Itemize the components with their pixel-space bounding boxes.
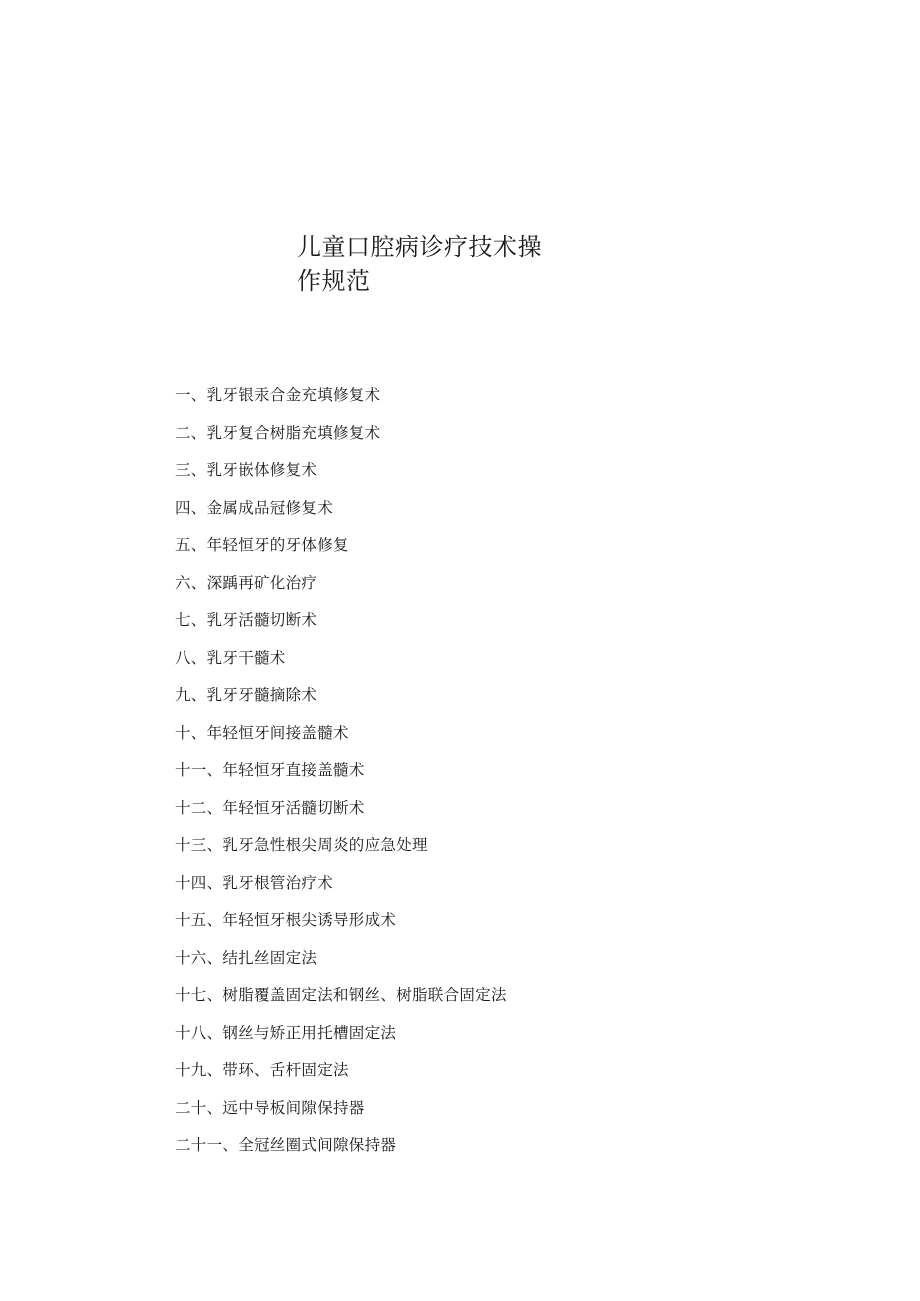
toc-item: 五、年轻恒牙的牙体修复 (175, 536, 349, 554)
toc-item: 十七、树脂覆盖固定法和钢丝、树脂联合固定法 (175, 986, 507, 1004)
toc-item: 十四、乳牙根管治疗术 (175, 873, 334, 892)
toc-item: 十二、年轻恒牙活髓切断术 (175, 798, 365, 817)
toc-item: 十九、带环、舌杆固定法 (175, 1061, 349, 1079)
toc-item: 三、乳牙嵌体修复术 (175, 461, 318, 479)
document-title (297, 230, 557, 298)
toc-item: 十一、年轻恒牙直接盖髓术 (175, 761, 365, 779)
table-of-contents (175, 380, 507, 1168)
document-title-line-2: 作规范 (297, 267, 371, 295)
toc-item: 二十、远中导板间隙保持器 (175, 1098, 365, 1117)
toc-item: 二、乳牙复合树脂充填修复术 (175, 423, 381, 442)
toc-item: 四、金属成品冠修复术 (175, 498, 334, 517)
toc-item: 九、乳牙牙髓摘除术 (175, 686, 318, 704)
toc-item: 七、乳牙活髓切断术 (175, 611, 318, 629)
toc-item: 十五、年轻恒牙根尖诱导形成术 (175, 911, 397, 929)
toc-item: 六、深踽再矿化治疗 (175, 573, 318, 592)
toc-item: 十六、结扎丝固定法 (175, 948, 318, 967)
toc-item: 十、年轻恒牙间接盖髓术 (175, 723, 349, 742)
toc-item: 八、乳牙干髓术 (175, 648, 286, 667)
toc-item: 十八、钢丝与矫正用托槽固定法 (175, 1023, 397, 1042)
toc-item: 一、乳牙银汞合金充填修复术 (175, 386, 381, 404)
toc-item: 十三、乳牙急性根尖周炎的应急处理 (175, 836, 428, 854)
toc-item: 二十一、全冠丝圈式间隙保持器 (175, 1136, 397, 1154)
document-title-line-1: 儿童口腔病诊疗技术操 (297, 233, 542, 261)
